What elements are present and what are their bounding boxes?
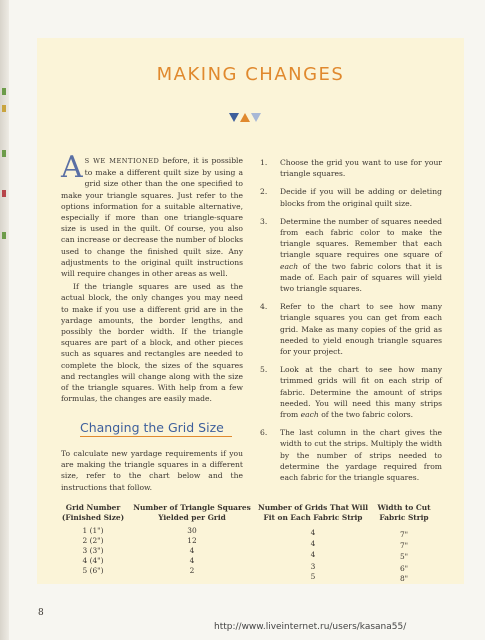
table-cell: 2 (2") bbox=[82, 536, 104, 545]
step-number: 1. bbox=[260, 158, 268, 167]
watermark-url: http://www.liveinternet.ru/users/kasana55/ bbox=[214, 622, 407, 632]
table-cell: 7" bbox=[399, 530, 409, 539]
header-line: Number of Triangle Squares bbox=[133, 503, 251, 512]
table-header bbox=[61, 503, 125, 523]
color-strip bbox=[2, 190, 6, 197]
triangle-down-icon bbox=[251, 113, 261, 122]
header-line: Fabric Strip bbox=[379, 513, 429, 522]
table-cell: 30 bbox=[187, 526, 197, 535]
color-strip bbox=[2, 150, 6, 157]
table-cell: 5" bbox=[399, 552, 409, 561]
step-text: Choose the grid you want to use for your triangle squares. bbox=[280, 158, 442, 179]
intro-column bbox=[61, 150, 243, 404]
table-cell: 4 bbox=[310, 528, 316, 537]
color-strip bbox=[2, 105, 6, 112]
table-cell: 4 (4") bbox=[82, 556, 104, 565]
step-item bbox=[260, 364, 442, 420]
table-cell: 5 (6") bbox=[82, 566, 104, 575]
table-cell: 3 (3") bbox=[82, 546, 104, 555]
table-cell: 5 bbox=[310, 572, 316, 581]
table-cell: 6" bbox=[399, 564, 409, 573]
step-number: 5. bbox=[260, 365, 268, 375]
page-gutter bbox=[0, 0, 9, 640]
step-number: 3. bbox=[260, 216, 268, 226]
table-cell: 4 bbox=[310, 539, 316, 548]
step-item bbox=[260, 186, 442, 208]
table-cell: 8" bbox=[399, 574, 409, 583]
table-cell: 4 bbox=[189, 546, 195, 555]
header-line: Grid Number bbox=[65, 503, 121, 512]
table-header bbox=[257, 503, 369, 523]
table-cell: 3 bbox=[310, 562, 316, 571]
step-text: Decide if you will be adding or deleting blocks from the original quilt size. bbox=[280, 187, 442, 208]
page-title: MAKING CHANGES bbox=[156, 64, 345, 85]
step-number: 2. bbox=[260, 187, 268, 197]
step-text: Refer to the chart to see how many triangle squares you can get from each grid. Make as many copies of the grid as needed to yield enough triangle squares for your project. bbox=[280, 302, 442, 357]
table-cell: 7" bbox=[399, 541, 409, 550]
section-heading: Changing the Grid Size bbox=[80, 420, 232, 437]
step-text: The last column in the chart gives the width to cut the strips. Multiply the width by the number of strips needed to determine the yardage required from each fabric for the triangle squares. bbox=[280, 428, 442, 483]
table-cell: 2 bbox=[189, 566, 195, 575]
step-text: Look at the chart to see how many trimmed grids will fit on each strip of fabric. Determine the amount of strips needed. You will need this many strips from bbox=[280, 365, 442, 420]
table-cell: 4 bbox=[310, 550, 316, 559]
step-item bbox=[260, 427, 442, 483]
color-strip bbox=[2, 88, 6, 95]
header-line: (Finished Size) bbox=[61, 513, 125, 522]
drop-cap: A bbox=[61, 150, 83, 185]
header-line: Width to Cut bbox=[377, 503, 431, 512]
table-cell: 1 (1") bbox=[82, 526, 104, 535]
step-item bbox=[260, 301, 442, 357]
step-text: of the two fabric colors. bbox=[318, 410, 414, 420]
grid-paragraph: To calculate new yardage requirements if you are making the triangle squares in a different size, refer to the chart below and the instructions that follow. bbox=[61, 449, 243, 492]
color-strip bbox=[2, 232, 6, 239]
intro-paragraph bbox=[61, 150, 243, 279]
table-header bbox=[375, 503, 433, 523]
header-line: Yielded per Grid bbox=[158, 513, 226, 522]
body-paragraph: If the triangle squares are used as the actual block, the only changes you may need to make if you use a different grid are in the yardage amounts, the border lengths, and possibly the border width. If the triangle squares are part of a block, and other pieces such as squares and rectangles are needed to complete the block, the sizes of the squares and rectangles will change along with the size of the triangle squares. With help from a few formulas, the changes are easily made. bbox=[61, 282, 243, 404]
step-emphasis: each bbox=[300, 410, 319, 420]
header-line: Fit on Each Fabric Strip bbox=[263, 513, 363, 522]
table-cell: 4 bbox=[189, 556, 195, 565]
step-number: 6. bbox=[260, 428, 268, 438]
instruction-steps bbox=[260, 157, 442, 490]
table-header bbox=[133, 503, 251, 523]
step-text: Determine the number of squares needed from each fabric color to make the triangle squares. Remember that each triangle square requires one square of bbox=[280, 216, 442, 260]
step-emphasis: each bbox=[280, 261, 299, 271]
triangle-down-icon bbox=[229, 113, 239, 122]
triangle-up-icon bbox=[240, 113, 250, 122]
page-number: 8 bbox=[38, 608, 44, 618]
step-text: of the two fabric colors that it is made of. Each pair of squares will yield two triangle squares. bbox=[280, 261, 442, 294]
header-line: Number of Grids That Will bbox=[257, 503, 369, 512]
table-cell: 12 bbox=[187, 536, 197, 545]
step-number: 4. bbox=[260, 302, 268, 312]
step-item bbox=[260, 216, 442, 294]
intro-text: before, it is possible to make a different quilt size by using a grid size other than the one specified to make your triangle squares. Just refer to the options information for a suitable alternative, especially if more than one triangle-square size is used in the quilt. Of course, you also can increase or decrease the number of blocks used to change the finished quilt size. Any adjustments to the original quilt instructions will require changes in other areas as well. bbox=[61, 156, 243, 279]
lead-in: S WE MENTIONED bbox=[84, 157, 160, 165]
step-item bbox=[260, 157, 442, 179]
